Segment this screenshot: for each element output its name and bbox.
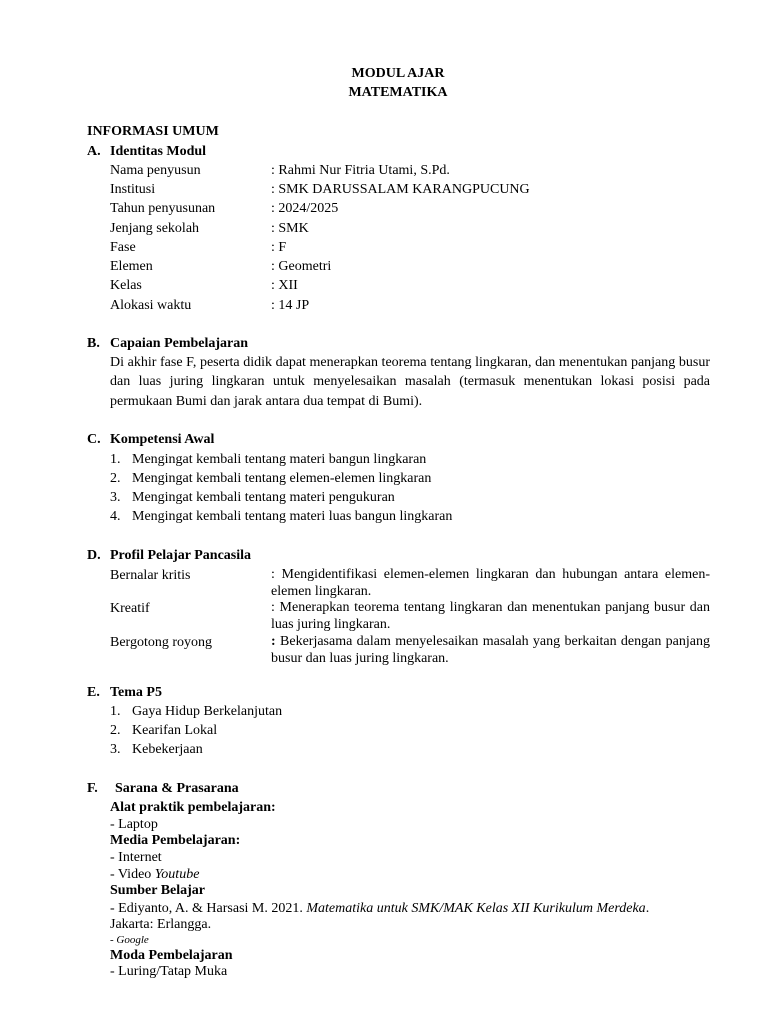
section-a-letter: A. xyxy=(87,144,101,159)
identity-value: : F xyxy=(271,240,287,255)
media-item xyxy=(110,866,199,883)
sumber-item xyxy=(110,900,649,917)
profil-label: Bergotong royong xyxy=(110,635,213,650)
identity-label: Kelas xyxy=(110,278,142,293)
sumber-google: - Google xyxy=(110,934,149,946)
media-item: - Internet xyxy=(110,850,162,865)
list-text: Mengingat kembali tentang elemen-elemen lingkaran xyxy=(132,471,432,486)
document-title-line1: MODUL AJAR xyxy=(351,66,445,81)
section-e-letter: E. xyxy=(87,685,100,700)
identity-row xyxy=(110,219,710,238)
profil-label: Bernalar kritis xyxy=(110,568,191,583)
profil-colon: : xyxy=(271,634,276,649)
list-text: Mengingat kembali tentang materi pengukuran xyxy=(132,490,395,505)
media-item-prefix: - Video xyxy=(110,867,155,882)
identity-value: : Rahmi Nur Fitria Utami, S.Pd. xyxy=(271,163,450,178)
identity-label: Elemen xyxy=(110,259,153,274)
identity-label: Alokasi waktu xyxy=(110,298,192,313)
identity-row xyxy=(110,161,710,180)
list-text: Mengingat kembali tentang materi bangun lingkaran xyxy=(132,452,427,467)
section-d-letter: D. xyxy=(87,548,101,563)
list-number: 2. xyxy=(110,471,121,486)
section-d-title: Profil Pelajar Pancasila xyxy=(110,548,252,563)
section-f-letter: F. xyxy=(87,781,98,796)
identity-label: Tahun penyusunan xyxy=(110,201,216,216)
section-b-title: Capaian Pembelajaran xyxy=(110,336,249,351)
identity-row xyxy=(110,180,710,199)
identity-value: : 2024/2025 xyxy=(271,201,339,216)
moda-item: - Luring/Tatap Muka xyxy=(110,964,228,979)
media-item-italic: Youtube xyxy=(154,867,200,882)
identity-label: Jenjang sekolah xyxy=(110,221,200,236)
sumber-heading: Sumber Belajar xyxy=(110,883,206,898)
identity-value: : XII xyxy=(271,278,298,293)
capaian-paragraph: Di akhir fase F, peserta didik dapat menerapkan teorema tentang lingkaran, dan menentukan panjang busur dan luas juring lingkaran untuk menyelesaikan masalah (termasuk menentukan lokasi posisi pada permukaan Bumi dan jarak antara dua tempat di Bumi). xyxy=(110,355,710,409)
profil-text: Menerapkan teorema tentang lingkaran dan menentukan panjang busur dan luas juring lingkaran. xyxy=(271,600,711,632)
identity-label: Nama penyusun xyxy=(110,163,201,178)
identity-value: : SMK DARUSSALAM KARANGPUCUNG xyxy=(271,182,530,197)
sumber-publisher: Jakarta: Erlangga. xyxy=(110,917,212,932)
profil-text: Mengidentifikasi elemen-elemen lingkaran dan hubungan antara elemen-elemen lingkaran. xyxy=(271,567,710,599)
identity-value: : SMK xyxy=(271,221,309,236)
identity-value: : 14 JP xyxy=(271,298,310,313)
profil-label: Kreatif xyxy=(110,601,150,616)
identity-row xyxy=(110,238,710,257)
profil-value xyxy=(271,633,710,667)
section-c-title: Kompetensi Awal xyxy=(110,432,215,447)
profil-value xyxy=(271,599,710,633)
list-text: Kebekerjaan xyxy=(132,742,203,757)
identity-label: Fase xyxy=(110,240,136,255)
list-text: Mengingat kembali tentang materi luas bangun lingkaran xyxy=(132,509,453,524)
list-number: 2. xyxy=(110,723,121,738)
section-b-letter: B. xyxy=(87,336,100,351)
profil-text: Bekerjasama dalam menyelesaikan masalah yang berkaitan dengan panjang busur dan luas juring lingkaran. xyxy=(271,634,710,666)
media-heading: Media Pembelajaran: xyxy=(110,833,241,848)
list-text: Gaya Hidup Berkelanjutan xyxy=(132,704,283,719)
profil-colon: : xyxy=(271,567,275,582)
alat-heading: Alat praktik pembelajaran: xyxy=(110,800,276,815)
list-number: 3. xyxy=(110,742,121,757)
identity-row xyxy=(110,296,710,315)
identity-value: : Geometri xyxy=(271,259,332,274)
section-a-title: Identitas Modul xyxy=(110,144,207,159)
list-number: 4. xyxy=(110,509,121,524)
profil-value xyxy=(271,566,710,600)
informasi-umum-heading: INFORMASI UMUM xyxy=(87,124,219,139)
sumber-prefix: - Ediyanto, A. & Harsasi M. 2021. xyxy=(110,901,307,916)
alat-item: - Laptop xyxy=(110,817,158,832)
list-number: 1. xyxy=(110,452,121,467)
identity-row xyxy=(110,199,710,218)
sumber-book-title: Matematika untuk SMK/MAK Kelas XII Kurikulum Merdeka xyxy=(306,901,646,916)
sumber-suffix: . xyxy=(645,901,650,916)
section-e-title: Tema P5 xyxy=(110,685,162,700)
list-text: Kearifan Lokal xyxy=(132,723,218,738)
section-c-letter: C. xyxy=(87,432,101,447)
section-f-title: Sarana & Prasarana xyxy=(115,781,239,796)
identity-label: Institusi xyxy=(110,182,156,197)
identity-row xyxy=(110,257,710,276)
identity-row xyxy=(110,276,710,295)
list-number: 3. xyxy=(110,490,121,505)
profil-colon: : xyxy=(271,600,275,615)
moda-heading: Moda Pembelajaran xyxy=(110,948,233,963)
document-title-line2: MATEMATIKA xyxy=(348,85,448,100)
list-number: 1. xyxy=(110,704,121,719)
